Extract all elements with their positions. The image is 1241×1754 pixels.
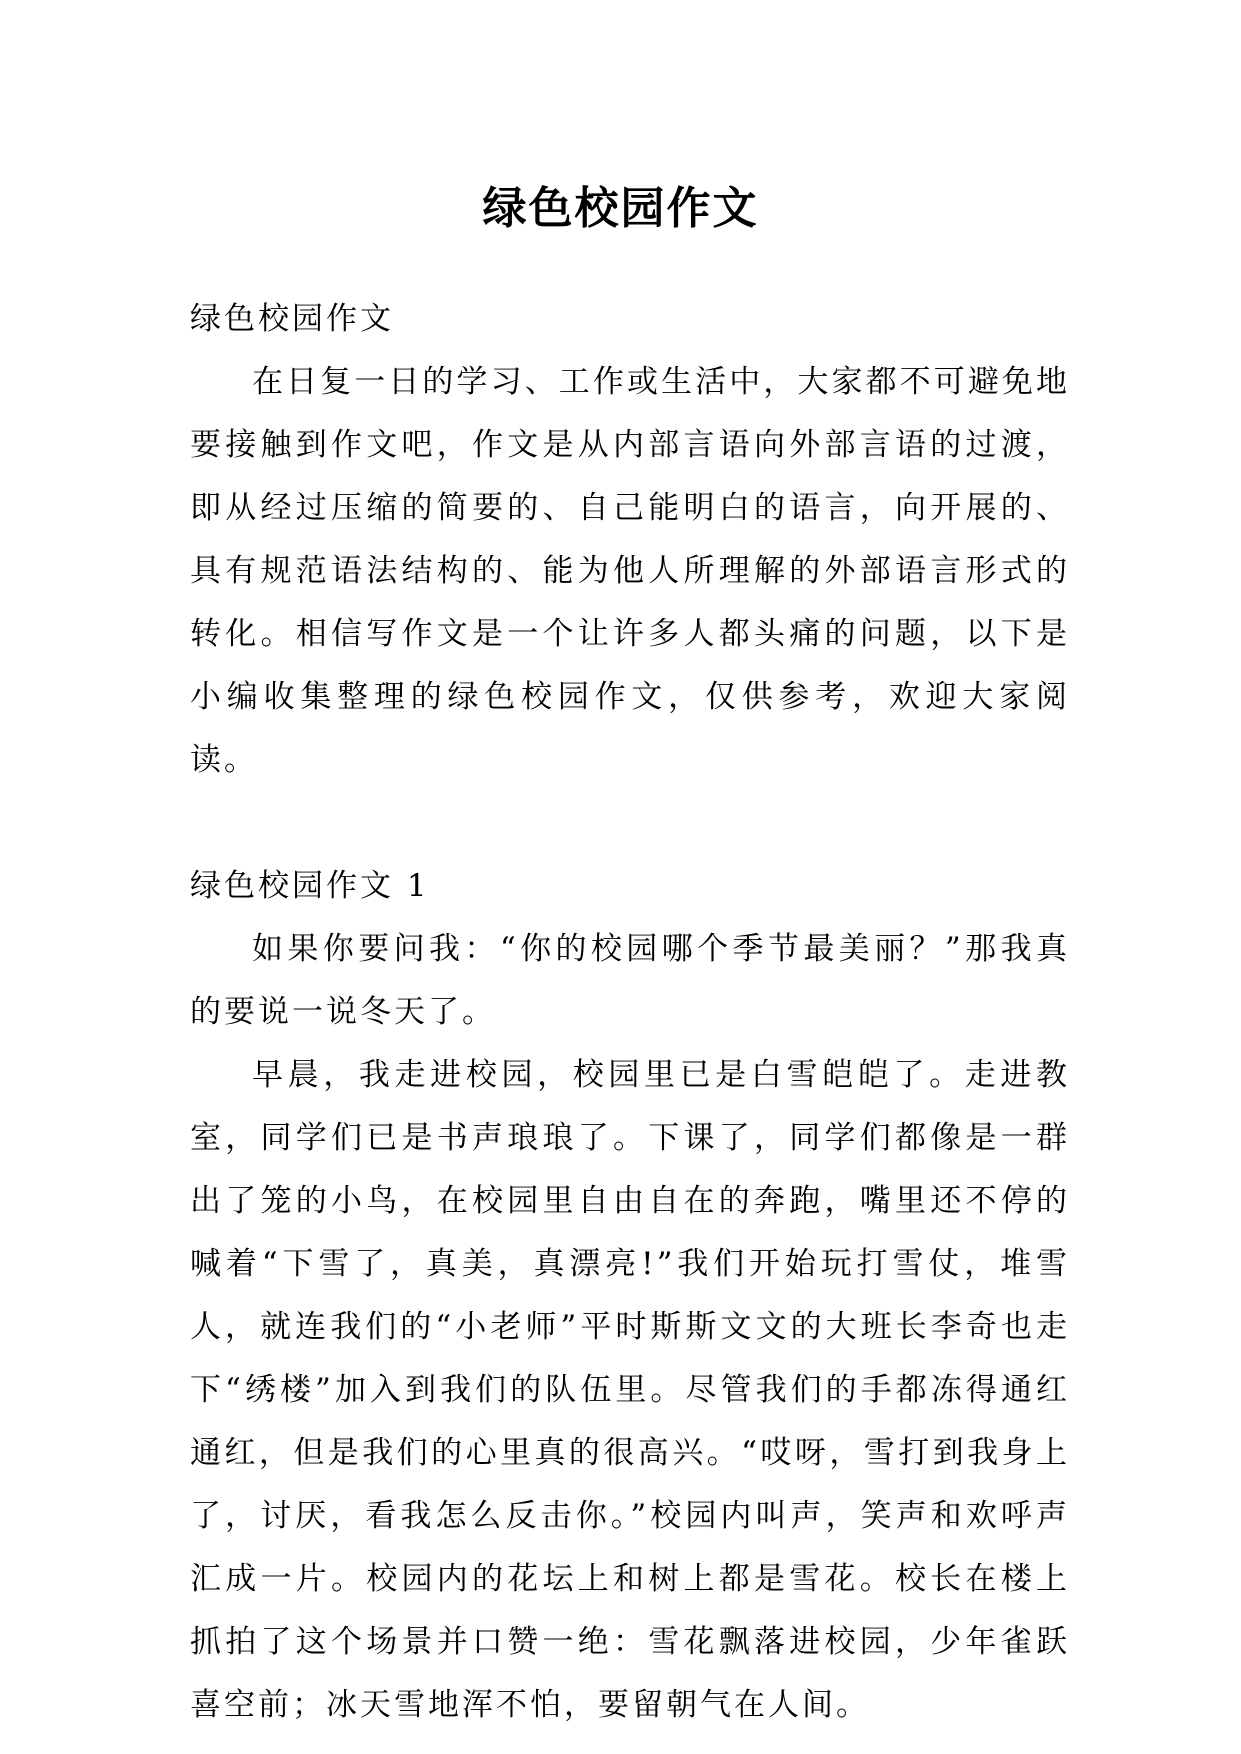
essay-1-paragraph-1: 如果你要问我：“你的校园哪个季节最美丽？”那我真的要说一说冬天了。 (190, 931, 1070, 1030)
intro-paragraph: 在日复一日的学习、工作或生活中，大家都不可避免地要接触到作文吧，作文是从内部言语向外部言语的过渡，即从经过压缩的简要的、自己能明白的语言，向开展的、具有规范语法结构的、能为他人所理解的外部语言形式的转化。相信写作文是一个让许多人都头痛的问题，以下是小编收集整理的绿色校园作文，仅供参考，欢迎大家阅读。 (190, 364, 1070, 778)
intro-heading: 绿色校园作文 (190, 301, 394, 337)
section-spacer (190, 792, 1070, 855)
document-body (190, 288, 1070, 1737)
document-title: 绿色校园作文 (482, 183, 759, 235)
essay-1-heading: 绿色校园作文 1 (190, 868, 430, 904)
essay-1-paragraph-2: 早晨，我走进校园，校园里已是白雪皑皑了。走进教室，同学们已是书声琅琅了。下课了，同学们都像是一群出了笼的小鸟，在校园里自由自在的奔跑，嘴里还不停的喊着“下雪了，真美，真漂亮!”我们开始玩打雪仗，堆雪人，就连我们的“小老师”平时斯斯文文的大班长李奇也走下“绣楼”加入到我们的队伍里。尽管我们的手都冻得通红通红，但是我们的心里真的很高兴。“哎呀，雪打到我身上了，讨厌，看我怎么反击你。”校园内叫声，笑声和欢呼声汇成一片。校园内的花坛上和树上都是雪花。校长在楼上抓拍了这个场景并口赞一绝：雪花飘落进校园，少年雀跃喜空前；冰天雪地浑不怕，要留朝气在人间。 (190, 1057, 1070, 1723)
